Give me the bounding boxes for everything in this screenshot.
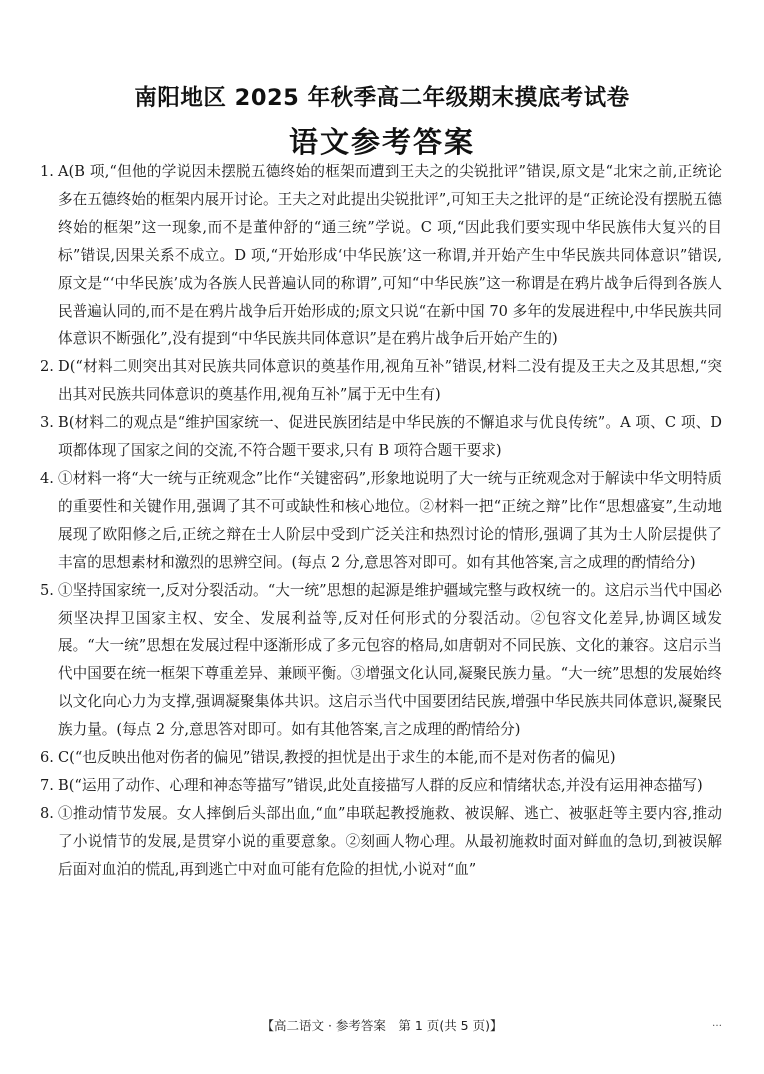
- answer-item: [40, 744, 722, 772]
- page-footer: 【高二语文 · 参考答案 第 1 页(共 5 页)】: [261, 1018, 503, 1033]
- answer-item: [40, 158, 722, 353]
- answer-text: A(B 项,“但他的学说因未摆脱五德终始的框架而遭到王夫之的尖锐批评”错误,原文是“北宋之前,正统论多在五德终始的框架内展开讨论。王夫之对此提出尖锐批评”,可知王夫之批评的是“正统论没有摆脱五德终始的框架”这一现象,而不是董仲舒的“通三统”学说。C 项,“因此我们要实现中华民族伟大复兴的目标”错误,因果关系不成立。D 项,“开始形成‘中华民族’这一称谓,并开始产生中华民族共同体意识”错误,原文是“‘中华民族’成为各族人民普遍认同的称谓”,可知“中华民族”这一称谓是在鸦片战争后得到各族人民普遍认同的,而不是在鸦片战争后开始形成的;原文只说“在新中国 70 多年的发展进程中,中华民族共同体意识不断强化”,没有提到“中华民族共同体意识”是在鸦片战争后开始产生的): [58, 163, 722, 348]
- answer-text: ①推动情节发展。女人摔倒后头部出血,“血”串联起教授施救、被误解、逃亡、被驱赶等主要内容,推动了小说情节的发展,是贯穿小说的重要意象。②刻画人物心理。从最初施救时面对鲜血的急切,到被误解后面对血泊的慌乱,再到逃亡中对血可能有危险的担忧,小说对“血”: [58, 804, 722, 878]
- answer-item: [40, 409, 722, 465]
- answer-list: [40, 158, 722, 884]
- answer-number: 7.: [40, 776, 54, 794]
- answer-key-title: 语文参考答案: [288, 125, 475, 159]
- answer-text: D(“材料二则突出其对民族共同体意识的奠基作用,视角互补”错误,材料二没有提及王夫之及其思想,“突出其对民族共同体意识的奠基作用,视角互补”属于无中生有): [58, 358, 722, 404]
- exam-title: 南阳地区 2025 年秋季高二年级期末摸底考试卷: [134, 85, 630, 111]
- answer-item: [40, 353, 722, 409]
- answer-item: [40, 577, 722, 744]
- answer-item: [40, 800, 722, 884]
- answer-item: [40, 465, 722, 577]
- answer-text: B(“运用了动作、心理和神态等描写”错误,此处直接描写人群的反应和情绪状态,并没有运用神态描写): [58, 776, 703, 794]
- answer-number: 8.: [40, 804, 54, 822]
- answer-number: 2.: [40, 358, 54, 376]
- answer-number: 6.: [40, 749, 54, 767]
- footer-mark: …: [712, 1018, 722, 1029]
- answer-text: ①坚持国家统一,反对分裂活动。“大一统”思想的起源是维护疆域完整与政权统一的。这启示当代中国必须坚决捍卫国家主权、安全、发展利益等,反对任何形式的分裂活动。②包容文化差异,协调区域发展。“大一统”思想在发展过程中逐渐形成了多元包容的格局,如唐朝对不同民族、文化的兼容。这启示当代中国要在统一框架下尊重差异、兼顾平衡。③增强文化认同,凝聚民族力量。“大一统”思想的发展始终以文化向心力为支撑,强调凝聚集体共识。这启示当代中国要团结民族,增强中华民族共同体意识,凝聚民族力量。(每点 2 分,意思答对即可。如有其他答案,言之成理的酌情给分): [58, 581, 722, 739]
- answer-number: 3.: [40, 414, 54, 432]
- answer-text: ①材料一将“大一统与正统观念”比作“关键密码”,形象地说明了大一统与正统观念对于解读中华文明特质的重要性和关键作用,强调了其不可或缺性和核心地位。②材料一把“正统之辩”比作“思想盛宴”,生动地展现了欧阳修之后,正统之辩在士人阶层中受到广泛关注和热烈讨论的情形,强调了其为士人阶层提供了丰富的思想素材和激烈的思辨空间。(每点 2 分,意思答对即可。如有其他答案,言之成理的酌情给分): [58, 469, 722, 571]
- answer-item: [40, 772, 722, 800]
- answer-number: 4.: [40, 469, 54, 487]
- answer-text: B(材料二的观点是“维护国家统一、促进民族团结是中华民族的不懈追求与优良传统”。A 项、C 项、D 项都体现了国家之间的交流,不符合题干要求,只有 B 项符合题干要求): [58, 414, 722, 460]
- answer-number: 5.: [40, 581, 54, 599]
- answer-text: C(“也反映出他对伤者的偏见”错误,教授的担忧是出于求生的本能,而不是对伤者的偏见): [58, 749, 616, 767]
- answer-number: 1.: [40, 163, 54, 180]
